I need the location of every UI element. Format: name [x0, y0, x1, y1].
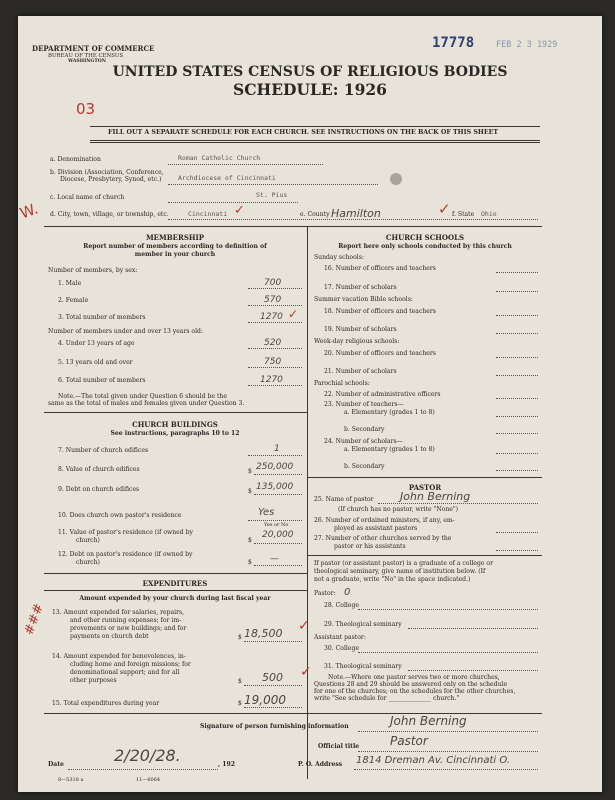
q7-label: 7. Number of church edifices [58, 447, 149, 454]
pastor-note-3: for one of the churches; on the schedules for the other churches, [314, 688, 516, 695]
parochial-label: Parochial schools: [314, 380, 370, 387]
denomination-value: Roman Catholic Church [178, 154, 261, 162]
q12-dollar: $ [248, 559, 252, 566]
instruction-line: FILL OUT A SEPARATE SCHEDULE FOR EACH CHURCH. SEE INSTRUCTIONS ON THE BACK OF THIS SHEET [108, 129, 499, 136]
over-13-label: 5. 13 years old and over [58, 359, 133, 366]
buildings-sub: See instructions, paragraphs 10 to 12 [110, 430, 240, 437]
q9-label: 9. Debt on church edifices [58, 486, 140, 493]
q24-label: 24. Number of scholars— [324, 438, 403, 445]
total-value: 1270 [260, 312, 283, 322]
q8-value: 250,000 [256, 462, 294, 472]
q9-value: 135,000 [256, 482, 294, 492]
pastor-note-2: Questions 28 and 29 should be answered only on the schedule [314, 681, 508, 688]
department-name: DEPARTMENT OF COMMERCE [32, 44, 155, 53]
q11-dollar: $ [248, 537, 252, 544]
total-label: 3. Total number of members [58, 314, 146, 321]
q10-value: Yes [258, 507, 275, 518]
form-title: UNITED STATES CENSUS OF RELIGIOUS BODIES [112, 64, 508, 80]
q14-line-2: cluding home and foreign missions; for [70, 661, 191, 668]
age-label: Number of members under and over 13 years old: [48, 328, 203, 335]
margin-mark-red-expenditures: ### [21, 601, 47, 638]
schedule-number: 17778 [432, 35, 475, 51]
official-title-value: Pastor [390, 734, 428, 748]
q24b-label: b. Secondary [344, 463, 385, 470]
q18-label: 18. Number of officers and teachers [324, 308, 436, 315]
q24a-label: a. Elementary (grades 1 to 8) [344, 446, 435, 453]
assistant-label: Assistant pastor: [314, 634, 366, 641]
bureau-name: BUREAU OF THE CENSUS [48, 53, 124, 59]
form-code-2: 11—6064 [136, 777, 161, 783]
q25-label: 25. Name of pastor [314, 496, 374, 503]
q27-line-1: 27. Number of other churches served by the [314, 535, 452, 542]
q13-dollar: $ [238, 634, 242, 641]
buildings-heading: CHURCH BUILDINGS [132, 420, 218, 429]
q11-label: 11. Value of pastor's residence (if owned by [58, 529, 193, 536]
po-address-value: 1814 Dreman Av. Cincinnati O. [356, 755, 510, 766]
received-date-stamp: FEB 2 3 1929 [496, 40, 558, 50]
date-value: 2/20/28. [114, 746, 181, 765]
female-value: 570 [264, 295, 282, 305]
red-code: 03 [76, 100, 96, 118]
sunday-label: Sunday schools: [314, 254, 364, 261]
q14-line-1: 14. Amount expended for benevolences, in- [52, 653, 186, 660]
q13-value: 18,500 [244, 627, 283, 640]
q20-label: 20. Number of officers and teachers [324, 350, 436, 357]
local-name-value: St. Pius [256, 191, 288, 199]
q31-label: 31. Theological seminary [324, 663, 402, 670]
city-label: d. City, town, village, or township, etc. [50, 211, 169, 218]
under-13-value: 520 [264, 338, 282, 348]
q13-line-2: and other running expenses; for im- [70, 617, 182, 624]
total6-label: 6. Total number of members [58, 377, 146, 384]
q13-line-4: payments on church debt [70, 633, 149, 640]
q15-label: 15. Total expenditures during year [52, 700, 160, 707]
graduate-text-3: not a graduate, write "No" in the space indicated.) [314, 576, 471, 583]
graduate-text-1: If pastor (or assistant pastor) is a graduate of a college or [314, 560, 494, 567]
q11-label-2: church) [76, 537, 100, 544]
q25-note: (If church has no pastor, write "None") [338, 506, 459, 513]
check-mark-red-total: ✓ [288, 307, 299, 321]
male-value: 700 [264, 278, 282, 288]
signature-label: Signature of person furnishing information [200, 723, 349, 730]
q28-label: 28. College [324, 602, 359, 609]
pastor-heading: PASTOR [408, 483, 442, 492]
expenditures-sub: Amount expended by your church during last fiscal year [79, 595, 271, 602]
q25-value: John Berning [400, 490, 471, 503]
official-title-label: Official title [318, 743, 360, 750]
city-value: Cincinnati [188, 210, 228, 218]
q15-value: 19,000 [244, 693, 286, 707]
q30-label: 30. College [324, 645, 359, 652]
membership-note-2: same as the total of males and females given under Question 3. [48, 400, 245, 407]
q13-line-1: 13. Amount expended for salaries, repairs, [52, 609, 185, 616]
census-schedule-sheet [18, 16, 602, 792]
schools-heading: CHURCH SCHOOLS [385, 233, 465, 242]
form-subtitle: SCHEDULE: 1926 [233, 80, 387, 99]
q13-line-3: provements or new buildings; and for [70, 625, 187, 632]
membership-heading: MEMBERSHIP [145, 233, 205, 242]
female-label: 2. Female [58, 297, 89, 304]
q17-label: 17. Number of scholars [324, 284, 397, 291]
q15-dollar: $ [238, 700, 242, 707]
signature-value: John Berning [390, 714, 467, 728]
q29-label: 29. Theological seminary [324, 621, 402, 628]
division-value: Archdiocese of Cincinnati [178, 174, 276, 182]
q19-label: 19. Number of scholars [324, 326, 397, 333]
form-code-1: 8—5318 a [58, 777, 84, 783]
q23b-label: b. Secondary [344, 426, 385, 433]
q16-label: 16. Number of officers and teachers [324, 265, 436, 272]
membership-sub-2: member in your church [134, 251, 216, 258]
denomination-label: a. Denomination [50, 156, 101, 163]
q21-label: 21. Number of scholars [324, 368, 397, 375]
check-mark-red-city: ✓ [234, 203, 245, 218]
check-mark-red-q14: ✓ [300, 664, 312, 680]
margin-mark-red: W. [17, 199, 41, 223]
q14-dollar: $ [238, 678, 242, 685]
county-value: Hamilton [331, 207, 381, 220]
members-by-sex-label: Number of members, by sex: [48, 267, 138, 274]
graduate-text-2: theological seminary, give name of institution below. (If [314, 568, 486, 575]
membership-sub: Report number of members according to definition of [83, 243, 267, 250]
date-label: Date [48, 761, 64, 768]
weekday-label: Week-day religious schools: [314, 338, 400, 345]
membership-note: Note.—The total given under Question 6 should be the [58, 393, 227, 400]
male-label: 1. Male [58, 280, 82, 287]
state-value: Ohio [481, 210, 497, 218]
po-address-label: P. O. Address [298, 761, 343, 768]
q8-label: 8. Value of church edifices [58, 466, 140, 473]
q8-dollar: $ [248, 468, 252, 475]
over-13-value: 750 [264, 357, 282, 367]
q23a-label: a. Elementary (grades 1 to 8) [344, 409, 435, 416]
q26-line-1: 26. Number of ordained ministers, if any, em- [314, 517, 455, 524]
expenditures-heading: EXPENDITURES [142, 579, 208, 588]
year-suffix: , 192 [218, 761, 235, 768]
q12-value: — [270, 554, 279, 564]
pastor-note-4: write "See schedule for ______________ church." [314, 695, 460, 702]
q10-label: 10. Does church own pastor's residence [58, 512, 182, 519]
q14-line-3: denominational support; and for all [70, 669, 180, 676]
pastor-label: Pastor: [314, 590, 336, 597]
q22-label: 22. Number of administrative officers [324, 391, 441, 398]
yes-no-hint: Yes or No [264, 522, 289, 528]
bureau-city: WASHINGTON [68, 59, 106, 64]
q7-value: 1 [274, 444, 280, 454]
total6-value: 1270 [260, 375, 283, 385]
q14-line-4: other purposes [70, 677, 117, 684]
pastor-value: 0 [344, 587, 351, 598]
pastor-note-1: Note.—Where one pastor serves two or more churches, [328, 674, 500, 681]
q14-value: 500 [262, 671, 283, 684]
q12-label-2: church) [76, 559, 100, 566]
local-name-label: c. Local name of church [50, 194, 125, 201]
schools-sub: Report here only schools conducted by this church [338, 243, 512, 250]
hole-punch-mark [390, 173, 402, 185]
q11-value: 20,000 [262, 530, 294, 540]
check-mark-red-q13: ✓ [298, 618, 310, 634]
check-mark-red-county: ✓ [438, 200, 451, 218]
division-label-2: Diocese, Presbytery, Synod, etc.) [60, 176, 162, 183]
summer-label: Summer vacation Bible schools: [314, 296, 413, 303]
division-label: b. Division (Association, Conference, [50, 169, 164, 176]
under-13-label: 4. Under 13 years of age [58, 340, 135, 347]
q27-line-2: pastor or his assistants [334, 543, 406, 550]
q23-label: 23. Number of teachers— [324, 401, 404, 408]
county-label: e. County [300, 211, 330, 218]
state-label: f. State [452, 211, 475, 218]
q26-line-2: ployed as assistant pastors [334, 525, 418, 532]
q12-label: 12. Debt on pastor's residence (if owned by [58, 551, 193, 558]
q9-dollar: $ [248, 488, 252, 495]
